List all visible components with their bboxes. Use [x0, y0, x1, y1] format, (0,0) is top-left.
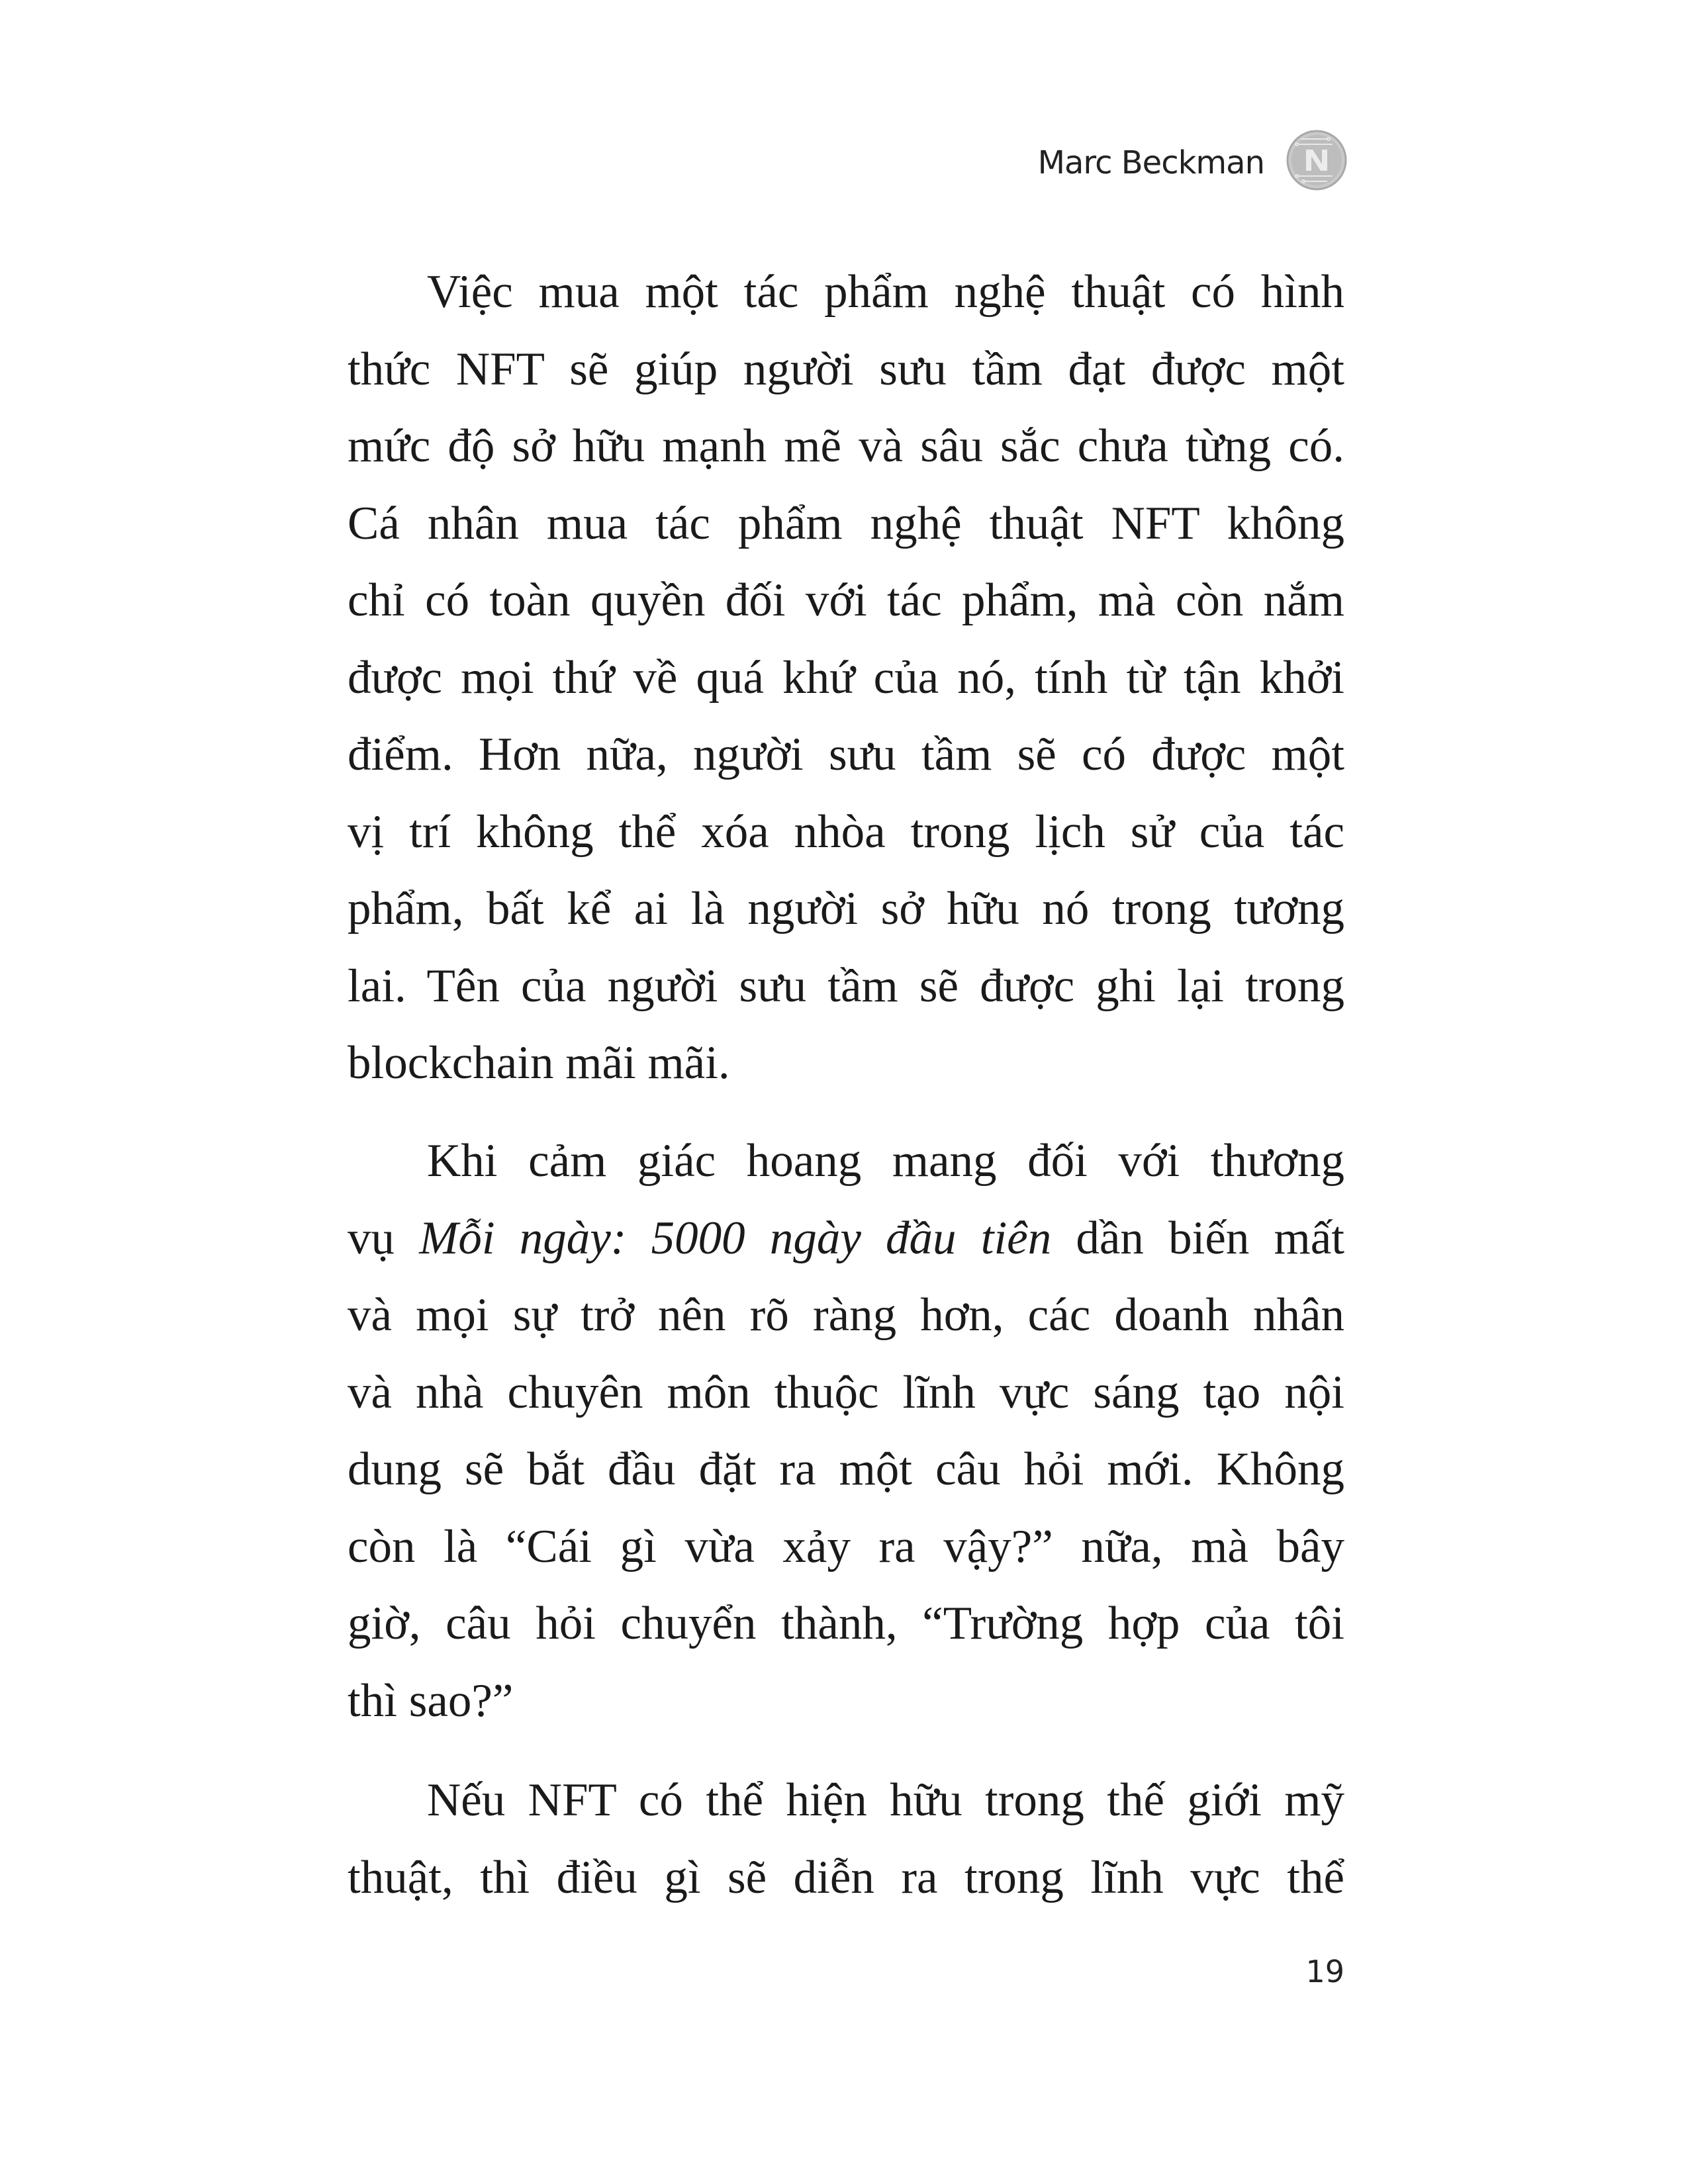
text-line: giờ, câu hỏi chuyển thành, “Trường hợp của tôi	[348, 1598, 1344, 1649]
page-number: 19	[1305, 1954, 1344, 1989]
text-line: và mọi sự trở nên rõ ràng hơn, các doanh nhân	[348, 1289, 1344, 1341]
text-line: phẩm, bất kể ai là người sở hữu nó trong tương	[348, 883, 1344, 934]
paragraph-1	[348, 253, 1344, 1102]
text-line: Cá nhân mua tác phẩm nghệ thuật NFT không	[348, 497, 1344, 549]
paragraph-3	[348, 1762, 1344, 1916]
text-line: Khi cảm giác hoang mang đối với thương	[427, 1135, 1344, 1187]
text-line: thuật, thì điều gì sẽ diễn ra trong lĩnh vực thể	[348, 1851, 1344, 1903]
text-line: dung sẽ bắt đầu đặt ra một câu hỏi mới. Không	[348, 1443, 1344, 1495]
text-segment: vụ	[348, 1212, 420, 1264]
text-line: còn là “Cái gì vừa xảy ra vậy?” nữa, mà bây	[348, 1520, 1344, 1572]
text-line: lai. Tên của người sưu tầm sẽ được ghi lại trong	[348, 960, 1344, 1012]
nft-coin-logo-icon	[1286, 130, 1347, 191]
text-line: được mọi thứ về quá khứ của nó, tính từ tận khởi	[348, 651, 1344, 704]
text-line: Nếu NFT có thể hiện hữu trong thế giới mỹ	[427, 1774, 1344, 1826]
text-line: và nhà chuyên môn thuộc lĩnh vực sáng tạo nội	[348, 1366, 1344, 1418]
paragraph-2	[348, 1122, 1344, 1739]
text-line: vị trí không thể xóa nhòa trong lịch sử của tác	[348, 805, 1344, 858]
text-line: thức NFT sẽ giúp người sưu tầm đạt được một	[348, 343, 1344, 395]
text-line: Việc mua một tác phẩm nghệ thuật có hình	[427, 266, 1344, 318]
text-line-with-title	[348, 1200, 1344, 1277]
running-header-author: Marc Beckman	[1037, 144, 1264, 181]
text-line: chỉ có toàn quyền đối với tác phẩm, mà còn nắm	[348, 574, 1344, 626]
text-segment: dần biến mất	[1051, 1212, 1345, 1264]
text-line: điểm. Hơn nữa, người sưu tầm sẽ có được một	[348, 729, 1344, 780]
book-title-italic: Mỗi ngày: 5000 ngày đầu tiên	[419, 1212, 1052, 1264]
text-line: thì sao?”	[348, 1674, 514, 1727]
text-line: mức độ sở hữu mạnh mẽ và sâu sắc chưa từng có.	[348, 420, 1344, 472]
text-line: blockchain mãi mãi.	[348, 1037, 730, 1089]
